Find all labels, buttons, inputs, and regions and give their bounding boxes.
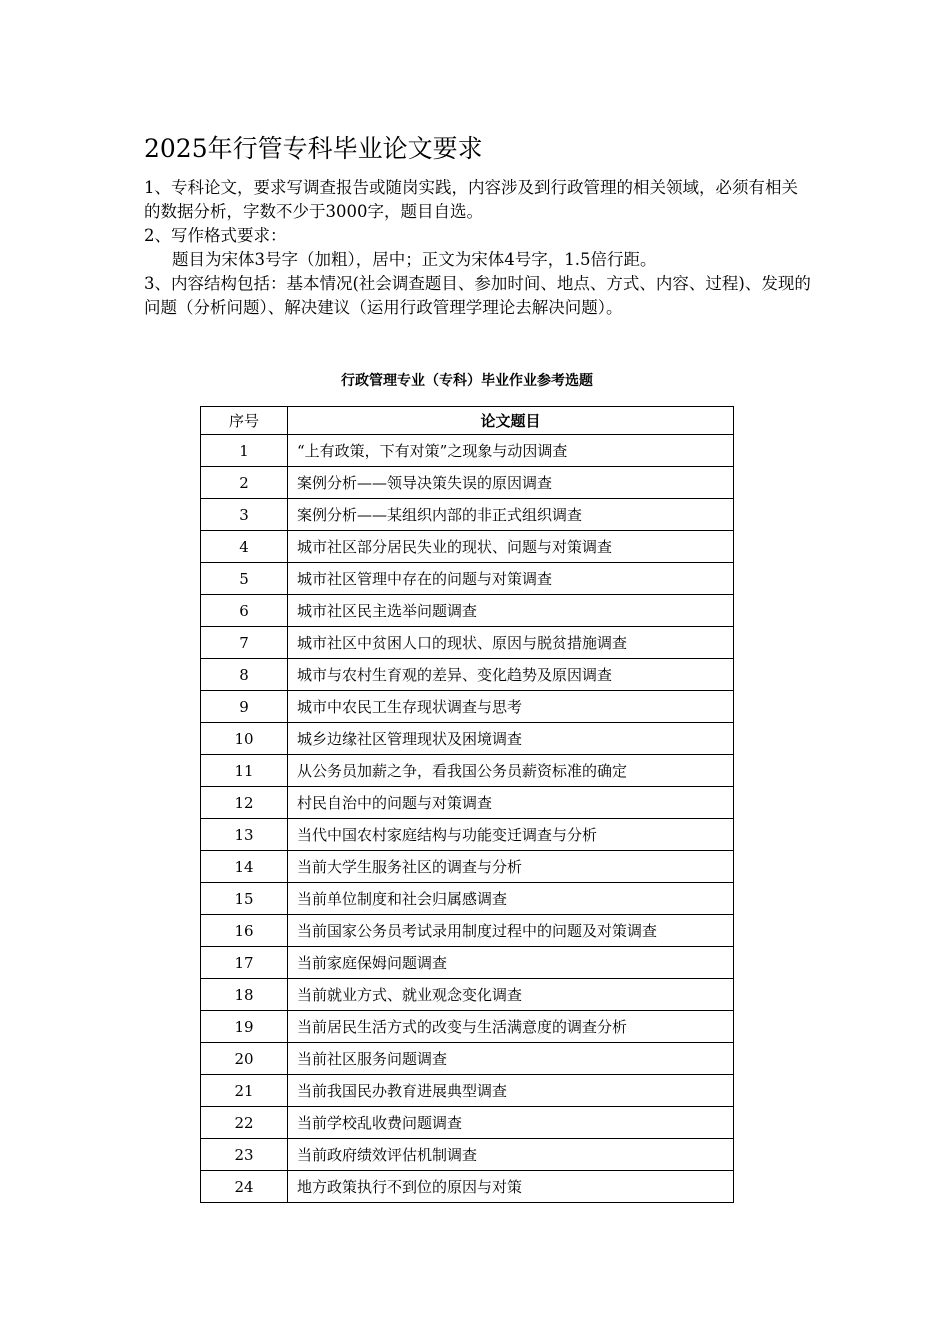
row-topic: 城市社区管理中存在的问题与对策调查 [288,563,734,595]
row-number: 22 [201,1107,288,1139]
table-row [201,499,734,531]
row-topic: 当前家庭保姆问题调查 [288,947,734,979]
row-topic: 城市社区中贫困人口的现状、原因与脱贫措施调查 [288,627,734,659]
row-number: 9 [201,691,288,723]
row-number: 13 [201,819,288,851]
page-title: 2025年行管专科毕业论文要求 [144,134,483,163]
row-topic: 从公务员加薪之争，看我国公务员薪资标准的确定 [288,755,734,787]
table-row [201,819,734,851]
table-row [201,1011,734,1043]
row-number: 23 [201,1139,288,1171]
table-row [201,915,734,947]
row-topic: 当代中国农村家庭结构与功能变迁调查与分析 [288,819,734,851]
header-number: 序号 [201,407,288,435]
row-number: 6 [201,595,288,627]
row-number: 1 [201,435,288,467]
table-row [201,1171,734,1203]
table-row [201,563,734,595]
row-topic: 城市社区部分居民失业的现状、问题与对策调查 [288,531,734,563]
table-row [201,1107,734,1139]
table-row [201,1075,734,1107]
table-row [201,531,734,563]
table-row [201,467,734,499]
topics-table [200,406,734,1203]
row-topic: 城市中农民工生存现状调查与思考 [288,691,734,723]
row-number: 21 [201,1075,288,1107]
row-topic: 案例分析——某组织内部的非正式组织调查 [288,499,734,531]
table-row [201,755,734,787]
table-caption: 行政管理专业（专科）毕业作业参考选题 [341,373,593,389]
row-topic: 城市与农村生育观的差异、变化趋势及原因调查 [288,659,734,691]
row-number: 12 [201,787,288,819]
row-number: 8 [201,659,288,691]
row-number: 11 [201,755,288,787]
table-row [201,723,734,755]
row-topic: 案例分析——领导决策失误的原因调查 [288,467,734,499]
table-row [201,659,734,691]
requirement-2-detail: 题目为宋体3号字（加粗），居中；正文为宋体4号字，1.5倍行距。 [172,250,657,269]
row-topic: 城市社区民主选举问题调查 [288,595,734,627]
row-topic: 当前政府绩效评估机制调查 [288,1139,734,1171]
table-body [201,435,734,1203]
table-row [201,595,734,627]
row-number: 20 [201,1043,288,1075]
row-number: 4 [201,531,288,563]
header-topic: 论文题目 [288,407,734,435]
requirement-2: 2、写作格式要求： [144,226,287,245]
requirement-1: 1、专科论文，要求写调查报告或随岗实践，内容涉及到行政管理的相关领域，必须有相关的数据分析，字数不少于3000字，题目自选。 [144,178,798,221]
row-topic: 当前单位制度和社会归属感调查 [288,883,734,915]
row-number: 15 [201,883,288,915]
row-topic: 当前大学生服务社区的调查与分析 [288,851,734,883]
table-row [201,979,734,1011]
row-number: 2 [201,467,288,499]
row-number: 17 [201,947,288,979]
row-topic: 当前就业方式、就业观念变化调查 [288,979,734,1011]
row-topic: 当前居民生活方式的改变与生活满意度的调查分析 [288,1011,734,1043]
table-row [201,691,734,723]
row-topic: 当前我国民办教育进展典型调查 [288,1075,734,1107]
row-number: 14 [201,851,288,883]
row-topic: 地方政策执行不到位的原因与对策 [288,1171,734,1203]
row-number: 3 [201,499,288,531]
table-header-row [201,407,734,435]
row-topic: 当前学校乱收费问题调查 [288,1107,734,1139]
row-topic: “上有政策，下有对策”之现象与动因调查 [288,435,734,467]
table-row [201,851,734,883]
table-row [201,1139,734,1171]
table-row [201,883,734,915]
row-number: 10 [201,723,288,755]
table-row [201,435,734,467]
table-row [201,787,734,819]
row-number: 24 [201,1171,288,1203]
requirement-3: 3、内容结构包括：基本情况(社会调查题目、参加时间、地点、方式、内容、过程)、发现的问题（分析问题）、解决建议（运用行政管理学理论去解决问题）。 [144,274,811,317]
row-number: 19 [201,1011,288,1043]
row-number: 16 [201,915,288,947]
row-topic: 当前社区服务问题调查 [288,1043,734,1075]
row-topic: 村民自治中的问题与对策调查 [288,787,734,819]
row-number: 7 [201,627,288,659]
row-topic: 城乡边缘社区管理现状及困境调查 [288,723,734,755]
row-topic: 当前国家公务员考试录用制度过程中的问题及对策调查 [288,915,734,947]
table-row [201,947,734,979]
row-number: 5 [201,563,288,595]
table-row [201,627,734,659]
row-number: 18 [201,979,288,1011]
table-row [201,1043,734,1075]
